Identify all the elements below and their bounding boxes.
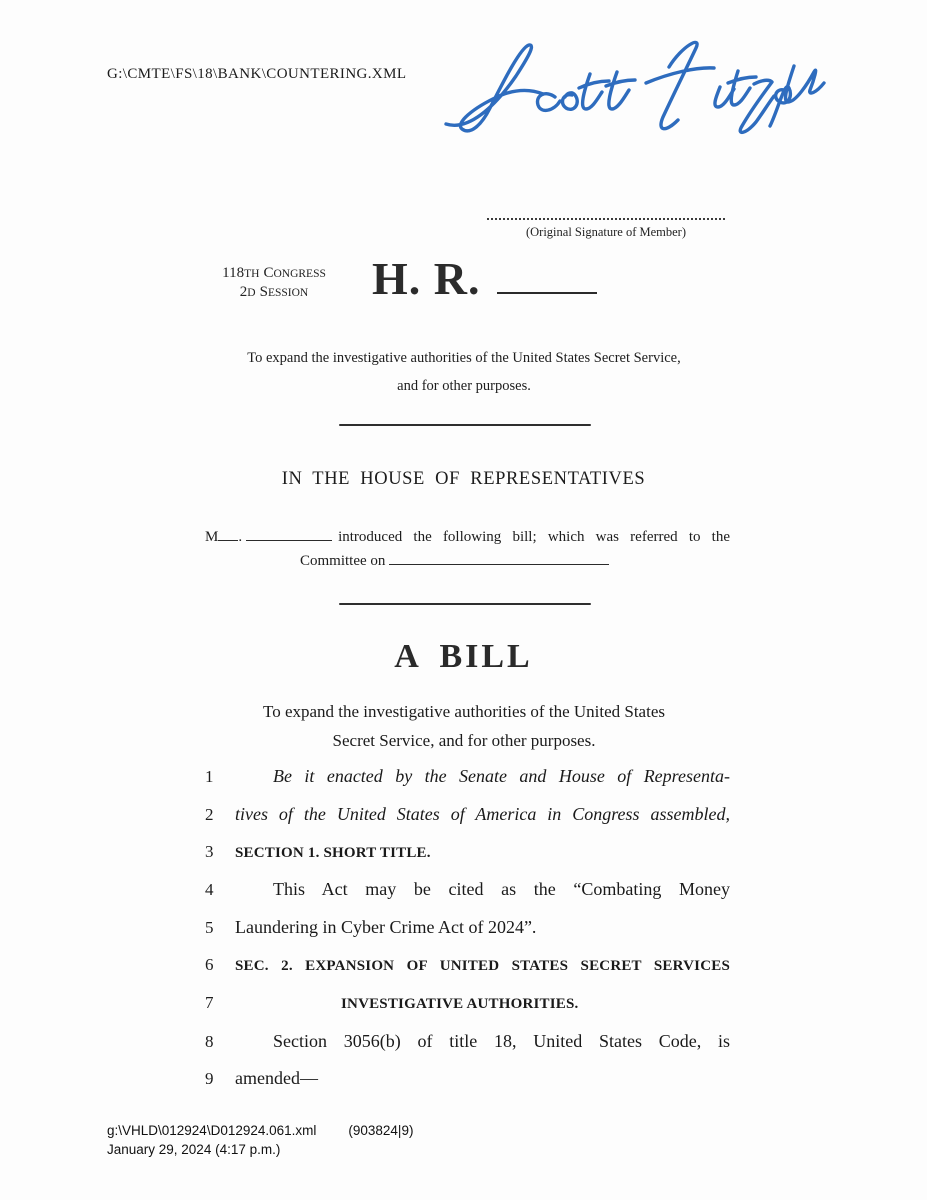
preamble-top-line1: To expand the investigative authorities of the United States Secret Service,: [247, 350, 681, 366]
header-file-path: G:\CMTE\FS\18\BANK\COUNTERING.XML: [107, 66, 407, 82]
line-text: Be it enacted by the Senate and House of Representa-: [273, 766, 730, 786]
introduction-line2: Committee on: [205, 553, 730, 570]
line-text: SECTION 1. SHORT TITLE.: [235, 844, 431, 861]
preamble-main: [189, 697, 739, 755]
bill-line: [205, 1031, 730, 1069]
introduction-line1: M . introduced the following bill; which was referred to the: [205, 529, 730, 545]
line-text: Laundering in Cyber Crime Act of 2024”.: [235, 917, 537, 938]
member-signature: [432, 34, 830, 154]
footer-file-path: g:\VHLD\012924\D012924.061.xml: [107, 1123, 317, 1138]
introduction-paragraph: [205, 529, 730, 570]
bill-number-blank: [497, 292, 597, 294]
line-text: SEC. 2. EXPANSION OF UNITED STATES SECRET SERVICES: [235, 957, 730, 974]
bill-line: [205, 804, 730, 842]
separator-rule-top: [339, 424, 591, 426]
congress-session-block: [196, 264, 352, 302]
bill-line: [205, 879, 730, 917]
bill-line: [205, 917, 730, 955]
signature-dotted-line: [487, 206, 725, 220]
committee-name-blank: [389, 564, 609, 565]
bill-title: A BILL: [394, 638, 533, 675]
line-number: 7: [205, 992, 214, 1012]
bill-line: [205, 842, 730, 880]
line-text: tives of the United States of America in Congress assembled,: [235, 803, 730, 824]
line-number: 8: [205, 1031, 214, 1051]
bill-line: [205, 1068, 730, 1106]
line-number: 5: [205, 918, 214, 938]
line-number: 4: [205, 880, 214, 900]
sponsor-blank: [246, 540, 332, 541]
footer-gap: [316, 1121, 348, 1140]
footer-doc-number: (903824|9): [348, 1123, 414, 1138]
bill-line: [205, 993, 730, 1031]
bill-line: [205, 955, 730, 993]
line-text: amended—: [235, 1068, 318, 1089]
footer-line1: [107, 1121, 413, 1140]
line-number: 3: [205, 841, 214, 861]
signature-caption: (Original Signature of Member): [525, 225, 687, 239]
bill-body: [205, 766, 730, 1106]
line-number: 2: [205, 804, 214, 824]
member-name-blank: [218, 540, 238, 541]
preamble-top: [189, 344, 739, 401]
session-line: 2D SESSION: [239, 284, 309, 300]
line-text: INVESTIGATIVE AUTHORITIES.: [341, 995, 579, 1012]
line-number: 1: [205, 767, 214, 786]
separator-rule-bottom: [339, 603, 591, 605]
line-number: 6: [205, 954, 214, 974]
preamble-top-line2: and for other purposes.: [397, 378, 531, 395]
preamble-main-line2: Secret Service, and for other purposes.: [332, 731, 596, 751]
house-heading: IN THE HOUSE OF REPRESENTATIVES: [281, 469, 646, 489]
congress-line: 118TH CONGRESS: [222, 265, 326, 281]
line-text: Section 3056(b) of title 18, United States Code, is: [273, 1030, 730, 1051]
bill-designation: [372, 252, 597, 305]
bill-designation-text: H. R.: [372, 253, 481, 304]
footer: [107, 1121, 413, 1159]
bill-line: [205, 766, 730, 804]
signature-block: [487, 206, 725, 240]
preamble-main-line1: To expand the investigative authorities of the United States: [263, 702, 665, 721]
footer-date-line: January 29, 2024 (4:17 p.m.): [107, 1142, 281, 1158]
line-text: This Act may be cited as the “Combating Money: [273, 879, 730, 900]
line-number: 9: [205, 1069, 214, 1089]
